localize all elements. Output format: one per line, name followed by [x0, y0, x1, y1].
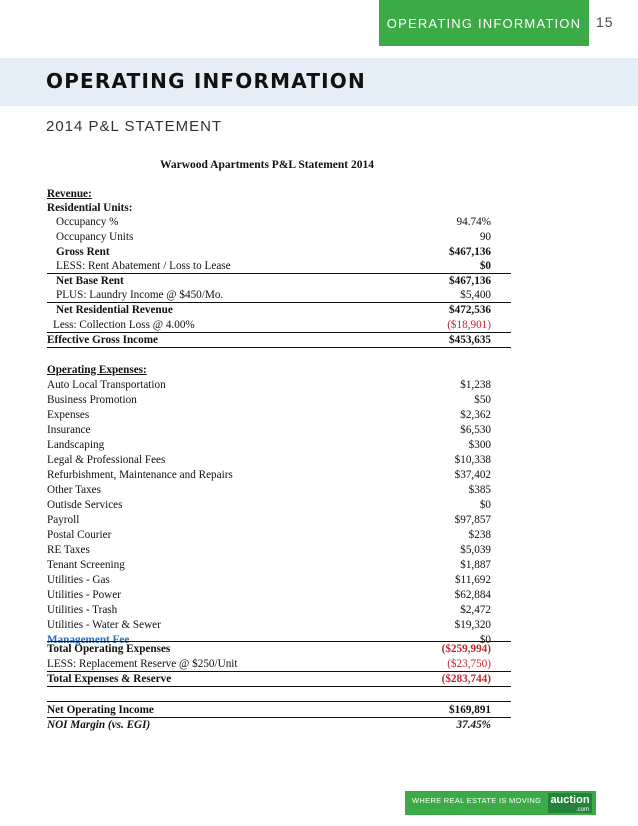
row-value: $5,039	[460, 544, 491, 556]
row-value: ($23,750)	[447, 658, 491, 670]
residential-units-heading: Residential Units:	[47, 202, 133, 214]
opex-heading: Operating Expenses:	[47, 364, 147, 376]
table-row	[47, 288, 511, 302]
row-value: ($283,744)	[441, 673, 491, 685]
page-title: OPERATING INFORMATION	[46, 69, 366, 93]
row-value: $5,400	[460, 289, 491, 301]
logo-suffix: .com	[575, 807, 589, 813]
row-label: Utilities - Power	[47, 589, 121, 601]
table-row	[47, 333, 511, 347]
row-label: Net Residential Revenue	[56, 304, 173, 316]
table-row	[47, 453, 511, 467]
table-row	[47, 215, 511, 229]
table-row	[47, 573, 511, 587]
row-value: $300	[468, 439, 491, 451]
row-value: 94.74%	[456, 216, 491, 228]
row-label: Less: Collection Loss @ 4.00%	[53, 319, 195, 331]
row-label: Utilities - Water & Sewer	[47, 619, 161, 631]
table-row	[47, 438, 511, 452]
row-value: $472,536	[449, 304, 491, 316]
row-value: $467,136	[449, 275, 491, 287]
row-value: $10,338	[454, 454, 491, 466]
row-label: NOI Margin (vs. EGI)	[47, 719, 151, 731]
row-label: Net Base Rent	[56, 275, 124, 287]
row-value: $238	[468, 529, 491, 541]
row-label: Payroll	[47, 514, 80, 526]
row-label: Utilities - Gas	[47, 574, 110, 586]
row-value: $62,884	[454, 589, 491, 601]
row-value: $19,320	[454, 619, 491, 631]
table-row	[47, 513, 511, 527]
row-label: Net Operating Income	[47, 704, 154, 716]
footer-tagline: WHERE REAL ESTATE IS MOVING	[412, 796, 542, 805]
row-value: $2,362	[460, 409, 491, 421]
row-label: Other Taxes	[47, 484, 101, 496]
table-row	[47, 642, 511, 656]
table-row	[47, 543, 511, 557]
logo-text: auction	[550, 794, 590, 806]
row-value: $0	[479, 634, 491, 646]
row-label: Occupancy %	[56, 216, 119, 228]
row-label: Landscaping	[47, 439, 105, 451]
opex-heading-row	[47, 363, 511, 377]
row-label: Total Operating Expenses	[47, 643, 171, 655]
row-label: Effective Gross Income	[47, 334, 159, 346]
table-row	[47, 603, 511, 617]
row-value: $453,635	[449, 334, 491, 346]
table-row	[47, 378, 511, 392]
row-value: $169,891	[449, 704, 491, 716]
row-value: ($18,901)	[447, 319, 491, 331]
row-label: LESS: Rent Abatement / Loss to Lease	[56, 260, 231, 272]
row-value: $2,472	[460, 604, 491, 616]
table-row	[47, 498, 511, 512]
row-label: Total Expenses & Reserve	[47, 673, 172, 685]
row-label: Tenant Screening	[47, 559, 125, 571]
table-row	[47, 318, 511, 332]
row-label: RE Taxes	[47, 544, 90, 556]
row-value: $11,692	[455, 574, 491, 586]
table-row	[47, 408, 511, 422]
row-value: $385	[468, 484, 491, 496]
table-row	[47, 259, 511, 273]
row-value: $1,238	[460, 379, 491, 391]
section-header-tab: OPERATING INFORMATION	[379, 0, 589, 46]
page-number: 15	[596, 14, 614, 30]
row-label: Expenses	[47, 409, 90, 421]
row-value: ($259,994)	[441, 643, 491, 655]
row-label: Postal Courier	[47, 529, 112, 541]
table-row	[47, 274, 511, 288]
table-row	[47, 672, 511, 686]
auction-logo	[548, 793, 592, 813]
row-label: Occupancy Units	[56, 231, 134, 243]
row-label: Gross Rent	[56, 246, 110, 258]
row-value: $1,887	[460, 559, 491, 571]
row-label: Utilities - Trash	[47, 604, 118, 616]
table-row	[47, 230, 511, 244]
divider	[47, 347, 511, 348]
row-label: Legal & Professional Fees	[47, 454, 166, 466]
row-label: Management Fee	[47, 634, 130, 646]
row-value: $97,857	[454, 514, 491, 526]
row-label: LESS: Replacement Reserve @ $250/Unit	[47, 658, 238, 670]
row-label: Refurbishment, Maintenance and Repairs	[47, 469, 233, 481]
table-row	[47, 558, 511, 572]
row-label: Insurance	[47, 424, 91, 436]
row-value: $37,402	[454, 469, 491, 481]
page-subtitle: 2014 P&L STATEMENT	[46, 118, 223, 135]
row-label: Auto Local Transportation	[47, 379, 166, 391]
row-value: $467,136	[449, 246, 491, 258]
row-value: $50	[474, 394, 491, 406]
table-row	[47, 423, 511, 437]
row-label: Outisde Services	[47, 499, 123, 511]
table-row	[47, 588, 511, 602]
divider	[47, 701, 511, 702]
statement-title: Warwood Apartments P&L Statement 2014	[160, 159, 375, 171]
table-row	[47, 468, 511, 482]
row-value: $6,530	[460, 424, 491, 436]
row-value: 90	[479, 231, 491, 243]
row-value: $0	[479, 499, 491, 511]
revenue-heading-row	[47, 187, 511, 201]
table-row	[47, 618, 511, 632]
row-value: $0	[479, 260, 491, 272]
row-label: Business Promotion	[47, 394, 137, 406]
table-row	[47, 483, 511, 497]
table-row	[47, 703, 511, 717]
table-row	[47, 393, 511, 407]
table-row	[47, 528, 511, 542]
revenue-heading: Revenue:	[47, 188, 92, 200]
table-row	[47, 303, 511, 317]
table-row	[47, 657, 511, 671]
divider	[47, 686, 511, 687]
residential-units-row	[47, 201, 511, 215]
row-value: 37.45%	[456, 719, 491, 731]
table-row	[47, 718, 511, 732]
table-row	[47, 245, 511, 259]
row-label: PLUS: Laundry Income @ $450/Mo.	[56, 289, 224, 301]
